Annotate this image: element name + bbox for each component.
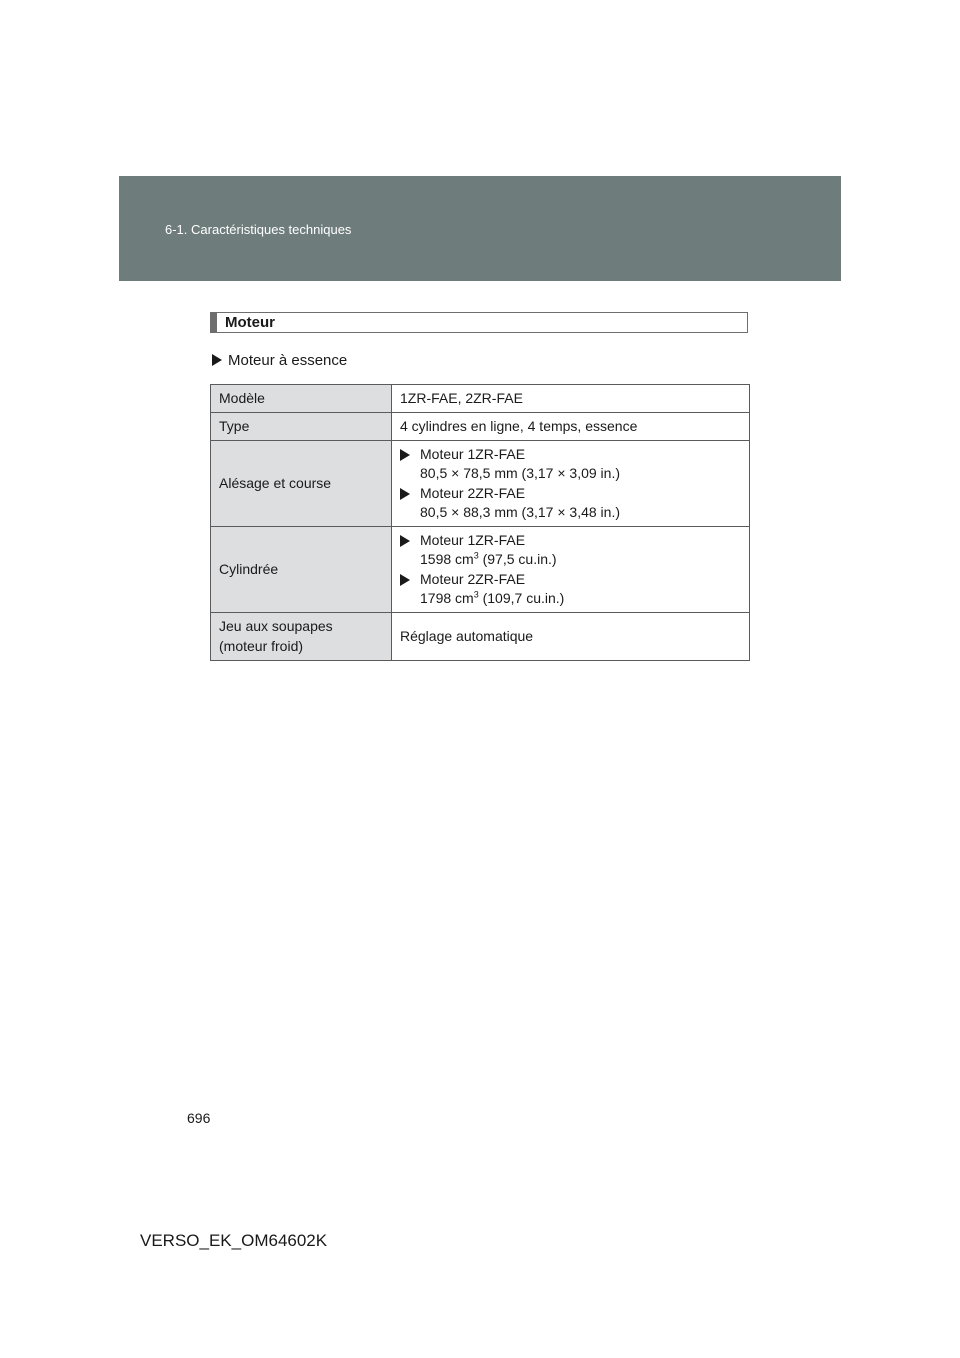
option-name: Moteur 2ZR-FAE bbox=[420, 484, 526, 501]
engine-option bbox=[400, 570, 741, 609]
row-label: Cylindrée bbox=[211, 527, 392, 613]
table-row bbox=[211, 527, 750, 613]
triangle-bullet-icon bbox=[212, 354, 222, 366]
specs-table bbox=[210, 384, 750, 661]
triangle-bullet-icon bbox=[400, 535, 410, 547]
breadcrumb: 6-1. Caractéristiques techniques bbox=[165, 222, 352, 237]
triangle-bullet-icon bbox=[400, 488, 410, 500]
displacement-imperial: (109,7 cu.in.) bbox=[478, 590, 565, 606]
row-label bbox=[211, 613, 392, 661]
displacement-value: 1798 cm bbox=[420, 590, 474, 606]
subheading-text: Moteur à essence bbox=[228, 352, 348, 369]
row-label: Type bbox=[211, 413, 392, 441]
displacement-value: 1598 cm bbox=[420, 551, 474, 567]
subheading bbox=[212, 352, 347, 369]
engine-option bbox=[400, 484, 741, 523]
displacement-imperial: (97,5 cu.in.) bbox=[478, 551, 557, 567]
engine-option bbox=[400, 445, 741, 484]
page-number: 696 bbox=[187, 1110, 211, 1126]
row-label: Modèle bbox=[211, 385, 392, 413]
option-detail bbox=[420, 589, 564, 609]
option-name: Moteur 1ZR-FAE bbox=[420, 445, 526, 462]
option-detail: 80,5 × 88,3 mm (3,17 × 3,48 in.) bbox=[420, 504, 621, 520]
row-label: Alésage et course bbox=[211, 441, 392, 527]
row-value: 4 cylindres en ligne, 4 temps, essence bbox=[392, 413, 750, 441]
engine-option bbox=[400, 531, 741, 570]
section-title-bar bbox=[211, 313, 217, 332]
document-code: VERSO_EK_OM64602K bbox=[140, 1231, 328, 1250]
option-name: Moteur 2ZR-FAE bbox=[420, 570, 526, 587]
table-row bbox=[211, 613, 750, 661]
row-value bbox=[392, 441, 750, 527]
option-detail bbox=[420, 550, 557, 570]
unit-exponent: 3 bbox=[473, 589, 479, 600]
row-value: 1ZR-FAE, 2ZR-FAE bbox=[392, 385, 750, 413]
triangle-bullet-icon bbox=[400, 449, 410, 461]
option-detail: 80,5 × 78,5 mm (3,17 × 3,09 in.) bbox=[420, 465, 621, 481]
row-label-line: (moteur froid) bbox=[219, 637, 304, 654]
unit-exponent: 3 bbox=[473, 550, 479, 561]
section-title: Moteur bbox=[225, 314, 275, 331]
row-value: Réglage automatique bbox=[392, 613, 750, 661]
table-row bbox=[211, 413, 750, 441]
row-label-line: Jeu aux soupapes bbox=[219, 618, 333, 634]
table-row bbox=[211, 385, 750, 413]
chapter-header-band bbox=[119, 176, 841, 281]
table-row bbox=[211, 441, 750, 527]
option-name: Moteur 1ZR-FAE bbox=[420, 531, 526, 548]
triangle-bullet-icon bbox=[400, 574, 410, 586]
section-title-box bbox=[210, 312, 748, 333]
row-value bbox=[392, 527, 750, 613]
